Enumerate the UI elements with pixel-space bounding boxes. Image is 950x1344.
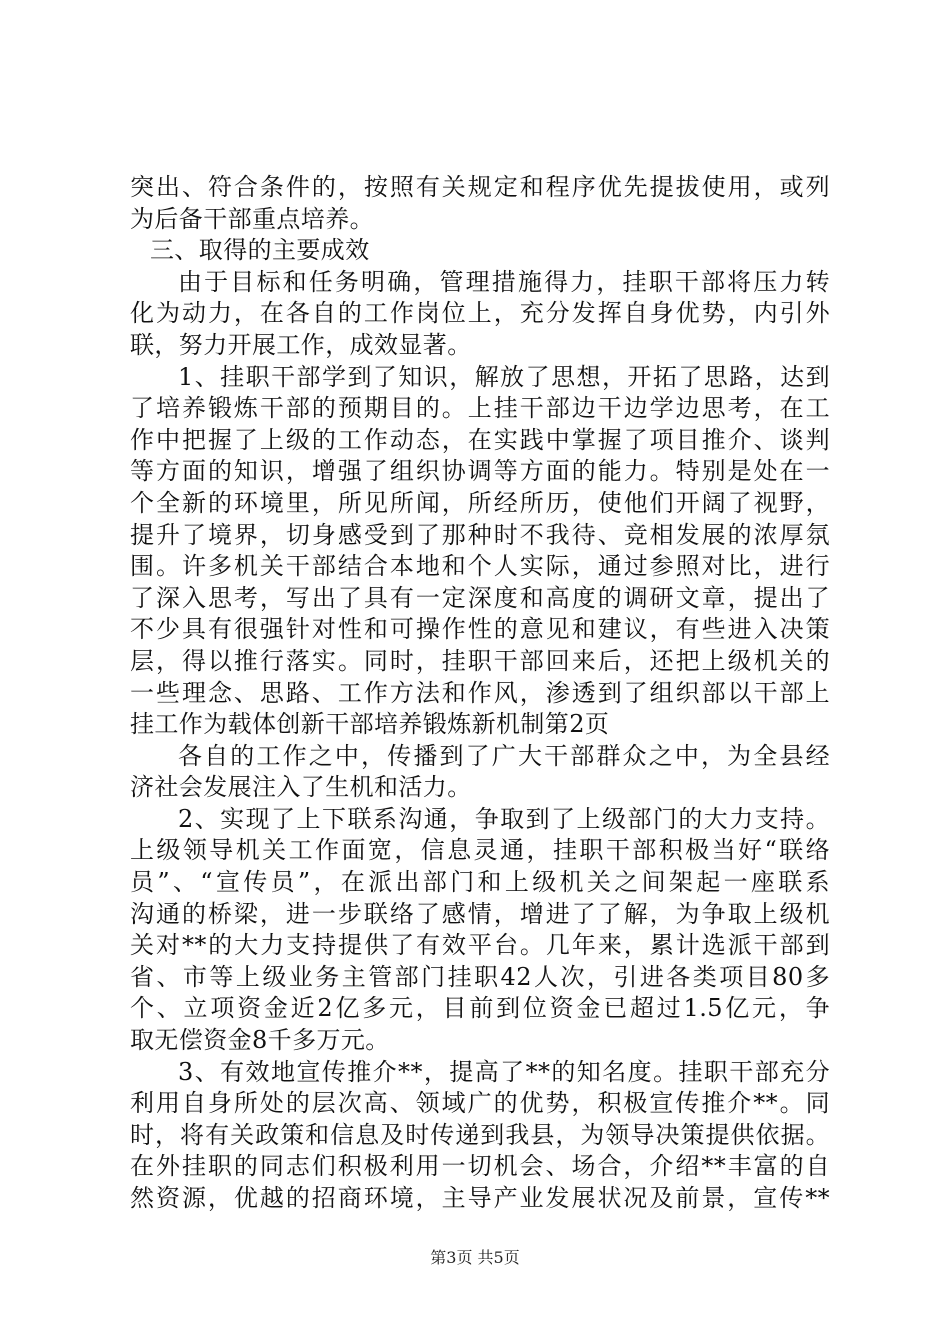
text-line: 在外挂职的同志们积极利用一切机会、场合，介绍**丰富的自 xyxy=(130,1152,830,1181)
text-line: 为后备干部重点培养。 xyxy=(130,204,374,233)
text-line: 等方面的知识，增强了组织协调等方面的能力。特别是处在一 xyxy=(130,457,830,486)
text-line: 联，努力开展工作，成效显著。 xyxy=(130,330,472,359)
text-line: 层，得以推行落实。同时，挂职干部回来后，还把上级机关的 xyxy=(130,646,830,675)
text-line: 提升了境界，切身感受到了那种时不我待、竞相发展的浓厚氛 xyxy=(130,520,830,549)
document-body xyxy=(130,172,830,1215)
text-line: 1、挂职干部学到了知识，解放了思想，开拓了思路，达到 xyxy=(178,362,830,391)
page-footer: 第3页 共5页 xyxy=(430,1248,520,1267)
text-line: 上级领导机关工作面宽，信息灵通，挂职干部积极当好“联络 xyxy=(130,836,830,865)
text-line: 突出、符合条件的，按照有关规定和程序优先提拔使用，或列 xyxy=(130,173,830,201)
text-line: 不少具有很强针对性和可操作性的意见和建议，有些进入决策 xyxy=(130,615,830,644)
text-line: 化为动力，在各自的工作岗位上，充分发挥自身优势，内引外 xyxy=(130,299,830,328)
text-line: 一些理念、思路、工作方法和作风，渗透到了组织部以干部上 xyxy=(130,678,830,707)
text-line: 围。许多机关干部结合本地和个人实际，通过参照对比，进行 xyxy=(130,552,830,581)
text-line: 时，将有关政策和信息及时传递到我县，为领导决策提供依据。 xyxy=(130,1120,830,1149)
text-line: 省、市等上级业务主管部门挂职42人次，引进各类项目80多 xyxy=(130,962,830,991)
text-line: 员”、“宣传员”，在派出部门和上级机关之间架起一座联系 xyxy=(130,868,830,897)
text-line: 济社会发展注入了生机和活力。 xyxy=(130,773,472,802)
text-line: 然资源，优越的招商环境，主导产业发展状况及前景，宣传** xyxy=(130,1184,830,1212)
text-line: 挂工作为载体创新干部培养锻炼新机制第2页 xyxy=(130,710,610,739)
text-line: 取无偿资金8千多万元。 xyxy=(130,1026,390,1055)
text-line: 个、立项资金近2亿多元，目前到位资金已超过1.5亿元，争 xyxy=(130,994,830,1023)
text-line: 了深入思考，写出了具有一定深度和高度的调研文章，提出了 xyxy=(130,583,830,612)
text-line: 三、取得的主要成效 xyxy=(150,236,370,265)
text-line: 关对**的大力支持提供了有效平台。几年来，累计选派干部到 xyxy=(130,931,830,960)
text-line: 沟通的桥梁，进一步联络了感情，增进了了解，为争取上级机 xyxy=(130,899,830,928)
text-line: 作中把握了上级的工作动态，在实践中掌握了项目推介、谈判 xyxy=(130,425,830,454)
text-line: 各自的工作之中，传播到了广大干部群众之中，为全县经 xyxy=(178,741,830,770)
text-line: 利用自身所处的层次高、领域广的优势，积极宣传推介**。同 xyxy=(130,1089,830,1118)
text-line: 由于目标和任务明确，管理措施得力，挂职干部将压力转 xyxy=(178,267,830,296)
text-line: 了培养锻炼干部的预期目的。上挂干部边干边学边思考，在工 xyxy=(130,394,830,423)
text-line: 个全新的环境里，所见所闻，所经所历，使他们开阔了视野， xyxy=(130,488,830,517)
text-line: 2、实现了上下联系沟通，争取到了上级部门的大力支持。 xyxy=(178,804,830,833)
text-line: 3、有效地宣传推介**，提高了**的知名度。挂职干部充分 xyxy=(178,1057,830,1086)
